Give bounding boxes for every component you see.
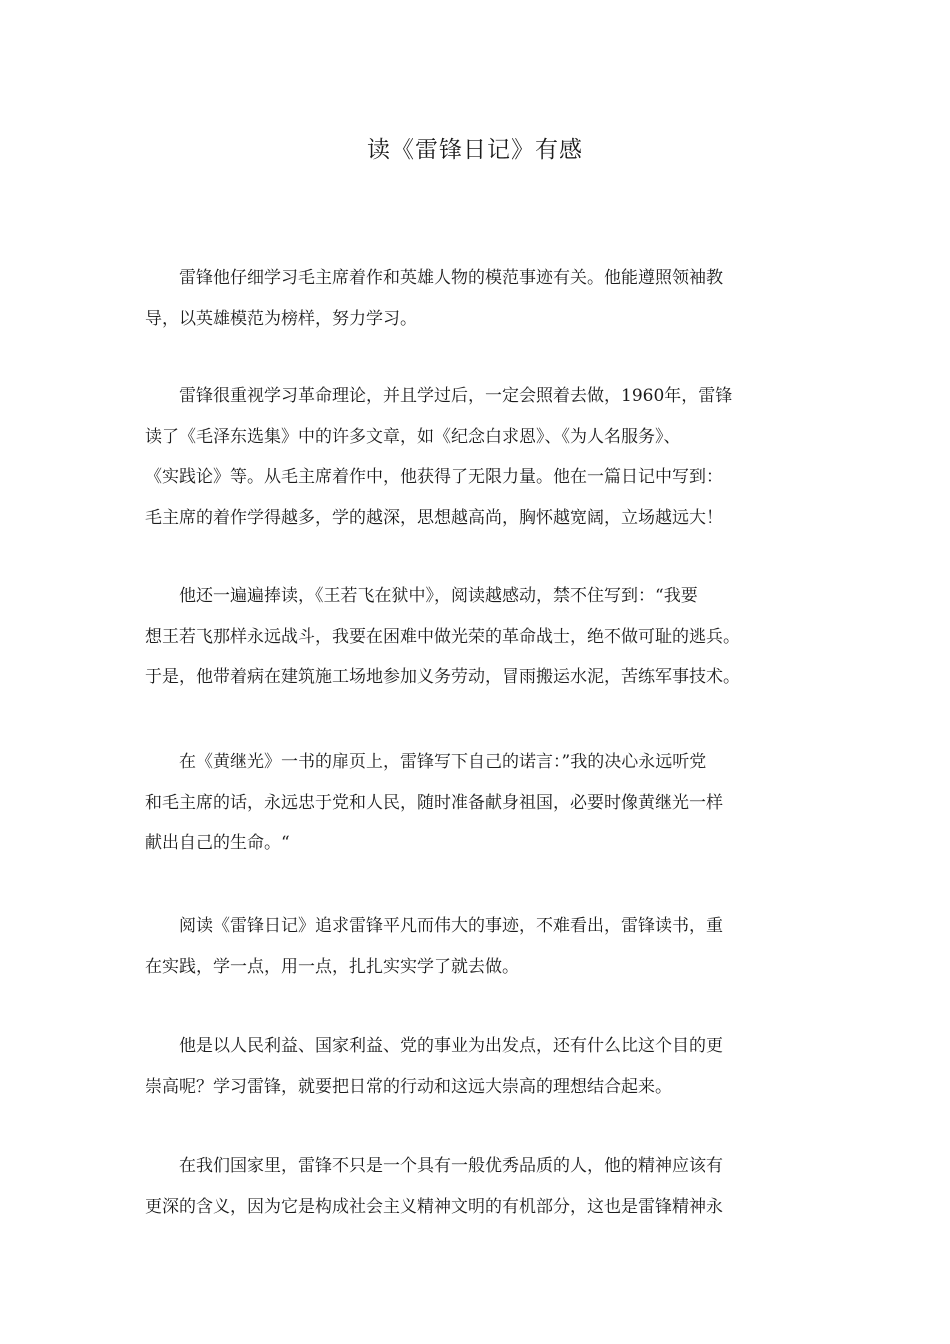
text-line: 他还一遍遍捧读，《王若飞在狱中》，阅读越感动，禁不住写到：“我要 [145, 586, 698, 606]
paragraph-5 [145, 906, 810, 987]
paragraph-6 [145, 1026, 810, 1107]
document-title: 读《雷锋日记》有感 [367, 137, 583, 163]
paragraph-7 [145, 1146, 810, 1227]
paragraph-3 [145, 576, 810, 698]
paragraph-4 [145, 742, 810, 864]
text-line: 雷锋很重视学习革命理论，并且学过后，一定会照着去做，1960年，雷锋 [145, 386, 733, 406]
text-line: 更深的含义，因为它是构成社会主义精神文明的有机部分，这也是雷锋精神永 [145, 1196, 723, 1217]
text-line: 崇高呢？学习雷锋，就要把日常的行动和这远大崇高的理想结合起来。 [145, 1076, 672, 1097]
text-line: 导，以英雄模范为榜样，努力学习。 [145, 308, 417, 329]
text-line: 读了《毛泽东选集》中的许多文章，如《纪念白求恩》、《为人名服务》、 [145, 426, 681, 447]
paragraph-2 [145, 376, 810, 538]
text-line: 在《黄继光》一书的扉页上，雷锋写下自己的诺言：”我的决心永远听党 [145, 752, 707, 772]
text-line: 和毛主席的话，永远忠于党和人民，随时准备献身祖国，必要时像黄继光一样 [145, 792, 723, 813]
text-line: 雷锋他仔细学习毛主席着作和英雄人物的模范事迹有关。他能遵照领袖教 [145, 268, 723, 288]
paragraph-1 [145, 258, 810, 339]
text-line: 在实践，学一点，用一点，扎扎实实学了就去做。 [145, 956, 519, 977]
text-line: 于是，他带着病在建筑施工场地参加义务劳动，冒雨搬运水泥，苦练军事技术。 [145, 667, 740, 687]
text-line: 他是以人民利益、国家利益、党的事业为出发点，还有什么比这个目的更 [145, 1036, 723, 1056]
text-line: 毛主席的着作学得越多，学的越深，思想越高尚，胸怀越宽阔，立场越远大！ [145, 507, 723, 528]
text-line: 献出自己的生命。“ [145, 833, 290, 853]
text-line: 阅读《雷锋日记》追求雷锋平凡而伟大的事迹，不难看出，雷锋读书，重 [145, 916, 723, 936]
text-line: 在我们国家里，雷锋不只是一个具有一般优秀品质的人，他的精神应该有 [145, 1156, 723, 1176]
text-line: 想王若飞那样永远战斗，我要在困难中做光荣的革命战士，绝不做可耻的逃兵。 [145, 626, 740, 647]
text-line: 《实践论》等。从毛主席着作中，他获得了无限力量。他在一篇日记中写到： [145, 467, 723, 487]
